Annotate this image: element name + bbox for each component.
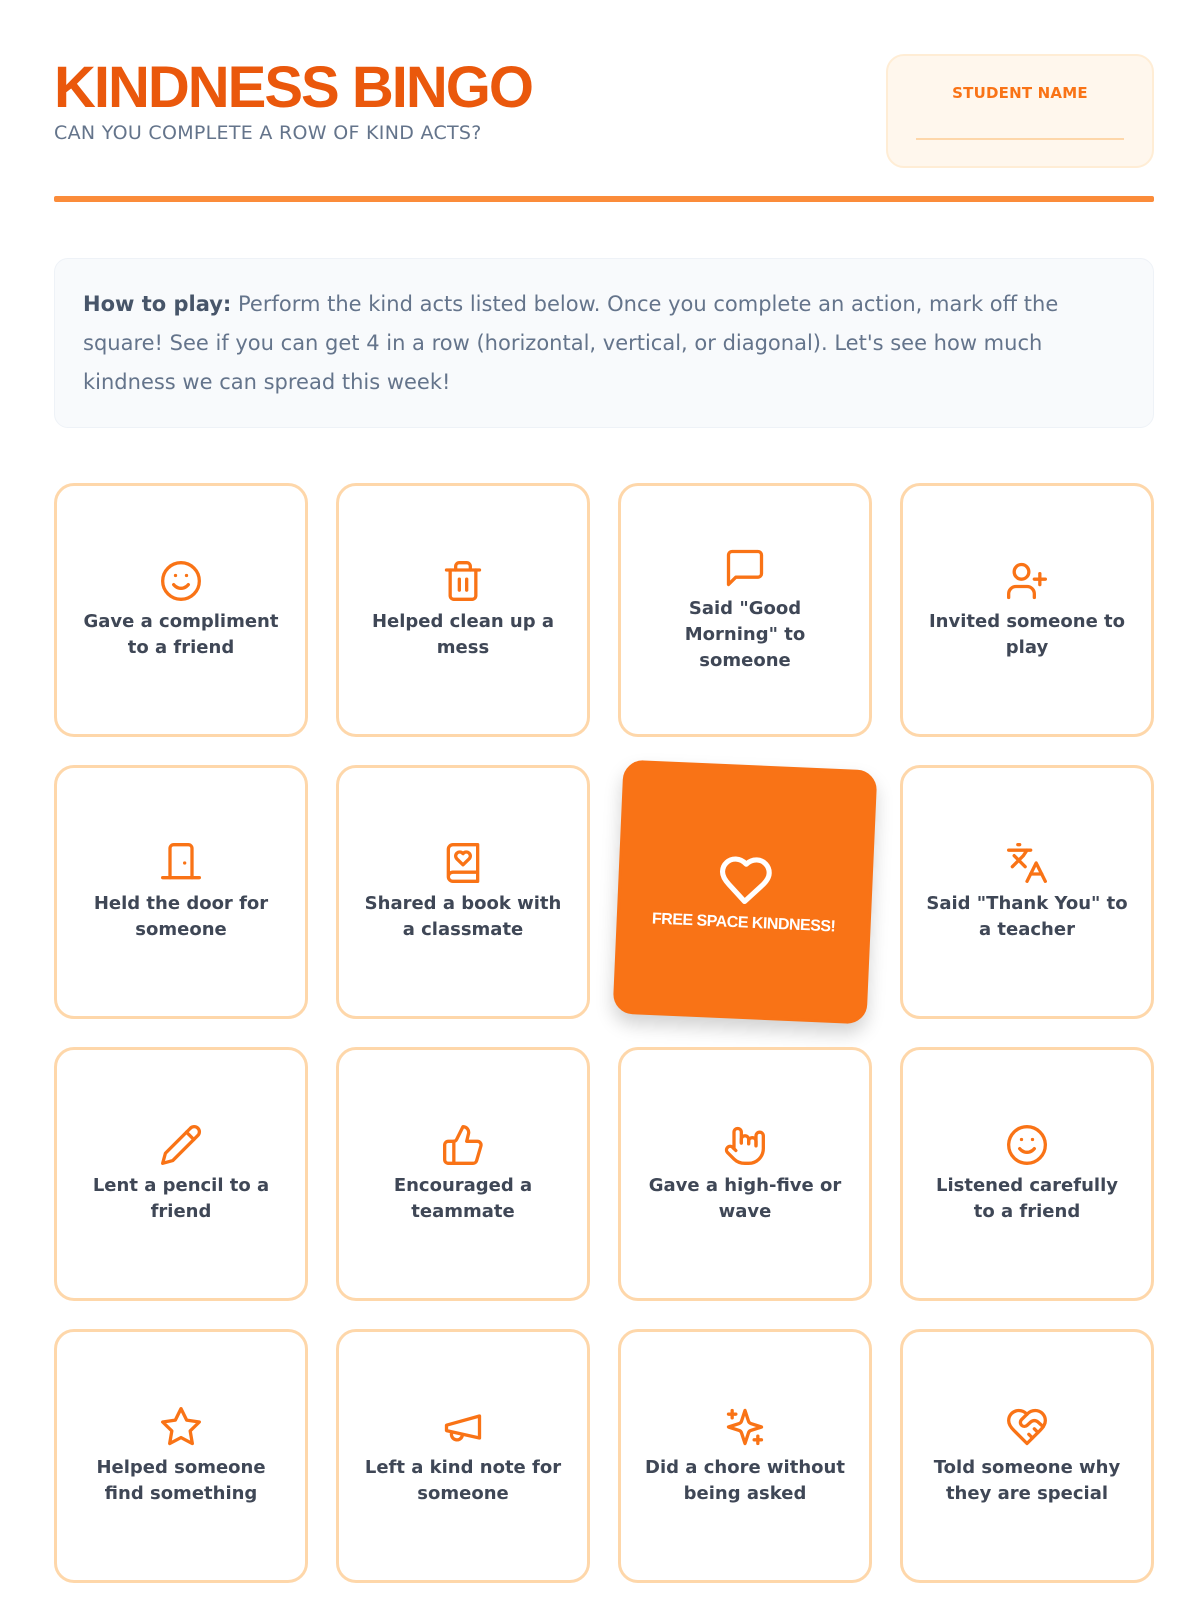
trash-icon	[441, 559, 485, 603]
cell-content	[903, 841, 1151, 943]
cell-label: Said "Thank You" to a teacher	[926, 893, 1128, 940]
door-icon	[159, 841, 203, 885]
cell-label: Held the door for someone	[93, 893, 269, 940]
bingo-cell[interactable]	[618, 1329, 872, 1583]
bingo-cell[interactable]	[618, 1047, 872, 1301]
cell-content	[57, 1123, 305, 1225]
instructions-text: Perform the kind acts listed below. Once you complete an action, mark off the square! See if you can get 4 in a row (horizontal, vertical, or diagonal). Let's see how much kindness we can spread this week!	[83, 292, 1059, 394]
cell-content	[621, 1123, 869, 1225]
bingo-cell[interactable]	[900, 1047, 1154, 1301]
cell-label: Helped clean up a mess	[371, 611, 555, 658]
star-icon	[159, 1405, 203, 1449]
cell-content	[57, 1405, 305, 1507]
cell-label: Listened carefully to a friend	[936, 1175, 1118, 1222]
bingo-cell[interactable]	[618, 483, 872, 737]
heart-icon	[716, 851, 774, 909]
heart-handshake-icon	[1005, 1405, 1049, 1449]
cell-content	[339, 1405, 587, 1507]
languages-icon	[1005, 841, 1049, 885]
cell-label: Did a chore without being asked	[645, 1457, 845, 1504]
student-name-field[interactable]	[916, 138, 1124, 140]
cell-label: Told someone why they are special	[933, 1457, 1121, 1504]
header	[54, 0, 1154, 204]
cell-content	[339, 1123, 587, 1225]
cell-label: Said "Good Morning" to someone	[684, 598, 806, 671]
student-name-box	[886, 54, 1154, 168]
bingo-cell[interactable]	[336, 483, 590, 737]
bingo-cell[interactable]	[900, 1329, 1154, 1583]
page-subtitle: CAN YOU COMPLETE A ROW OF KIND ACTS?	[54, 122, 482, 144]
bingo-cell[interactable]	[336, 765, 590, 1019]
sparkles-icon	[723, 1405, 767, 1449]
student-name-label: STUDENT NAME	[952, 84, 1088, 102]
bingo-cell[interactable]	[54, 1329, 308, 1583]
bingo-cell[interactable]	[54, 1047, 308, 1301]
cell-content	[903, 1123, 1151, 1225]
header-divider	[54, 196, 1154, 202]
cell-label: Lent a pencil to a friend	[92, 1175, 270, 1222]
cell-content	[57, 559, 305, 661]
cell-label: Gave a high-five or wave	[648, 1175, 842, 1222]
cell-content	[903, 559, 1151, 661]
book-heart-icon	[441, 841, 485, 885]
instructions-lead: How to play:	[83, 292, 232, 316]
smile-icon	[159, 559, 203, 603]
cell-content	[339, 559, 587, 661]
bingo-grid	[54, 483, 1154, 1583]
cell-content	[619, 847, 870, 937]
hand-wave-icon	[723, 1123, 767, 1167]
cell-content	[621, 1405, 869, 1507]
cell-label: Left a kind note for someone	[364, 1457, 562, 1504]
cell-content	[339, 841, 587, 943]
thumbs-up-icon	[441, 1123, 485, 1167]
bingo-cell[interactable]	[900, 483, 1154, 737]
free-space-cell[interactable]	[613, 760, 878, 1025]
cell-content	[621, 546, 869, 674]
cell-content	[57, 841, 305, 943]
megaphone-icon	[441, 1405, 485, 1449]
pencil-icon	[159, 1123, 203, 1167]
cell-label: Invited someone to play	[928, 611, 1126, 658]
bingo-cell[interactable]	[336, 1329, 590, 1583]
cell-label: Shared a book with a classmate	[364, 893, 562, 940]
cell-label: Encouraged a teammate	[393, 1175, 533, 1222]
user-plus-icon	[1005, 559, 1049, 603]
bingo-cell[interactable]	[336, 1047, 590, 1301]
bingo-cell[interactable]	[900, 765, 1154, 1019]
instructions-box	[54, 258, 1154, 428]
free-space-label: FREE SPACE KINDNESS!	[651, 910, 836, 936]
cell-content	[903, 1405, 1151, 1507]
message-square-icon	[723, 546, 767, 590]
page-title: KINDNESS BINGO	[54, 55, 532, 120]
bingo-cell[interactable]	[54, 765, 308, 1019]
cell-label: Helped someone find something	[96, 1457, 266, 1504]
smile-icon	[1005, 1123, 1049, 1167]
cell-label: Gave a compliment to a friend	[83, 611, 279, 658]
bingo-cell[interactable]	[54, 483, 308, 737]
